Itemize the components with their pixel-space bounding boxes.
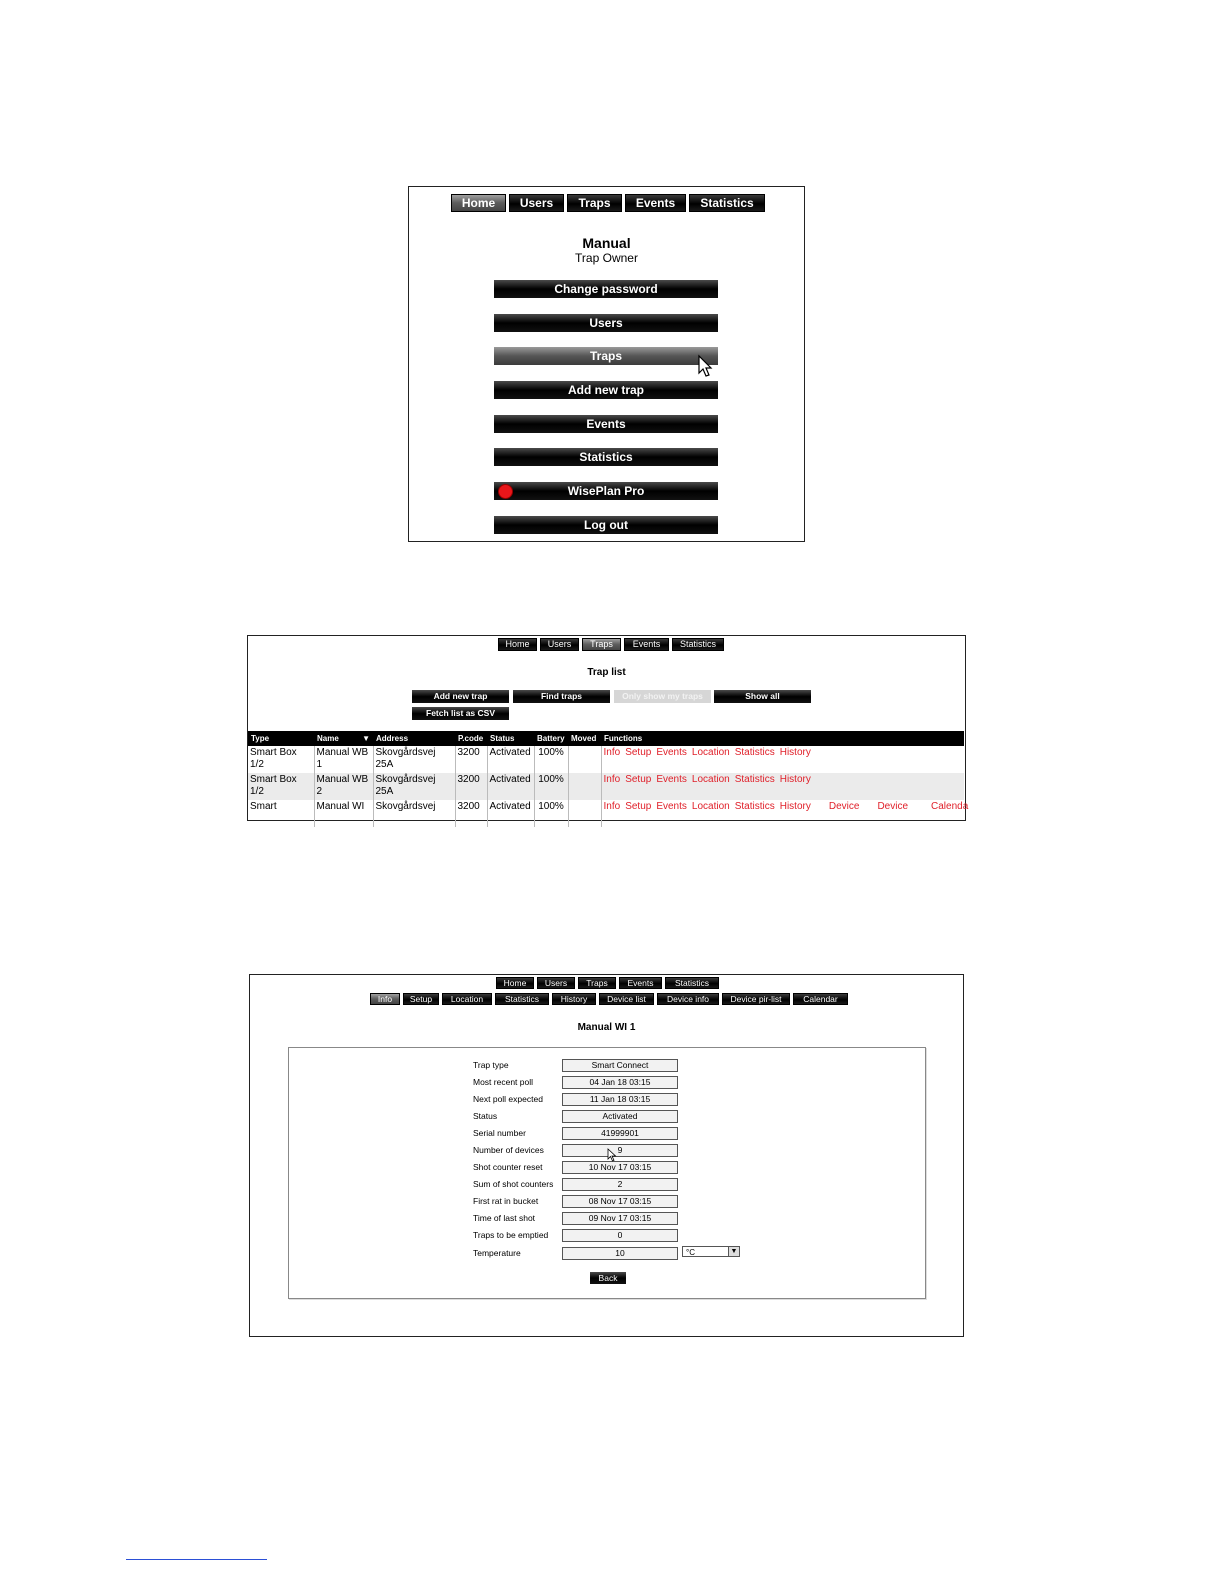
chevron-down-icon: ▼ — [728, 1247, 739, 1256]
home-screenshot — [408, 186, 805, 542]
tab-users[interactable]: Users — [509, 194, 564, 212]
trap-info-screenshot — [249, 974, 964, 1337]
tab-traps[interactable]: Traps — [578, 977, 616, 989]
location-link[interactable]: Location — [691, 774, 730, 785]
cell-moved — [568, 746, 601, 773]
only-show-my-traps-button[interactable]: Only show my traps — [614, 690, 711, 703]
field-shot-counter-reset — [473, 1161, 773, 1174]
field-time-of-last-shot — [473, 1212, 773, 1225]
history-link[interactable]: History — [779, 801, 811, 812]
add-new-trap-button[interactable]: Add new trap — [412, 690, 509, 703]
trap-table — [248, 731, 969, 827]
trap-list-screenshot — [247, 635, 969, 821]
sort-down-icon[interactable]: ▼ — [362, 734, 370, 743]
setup-link[interactable]: Setup — [625, 801, 652, 812]
subtab-device-list[interactable]: Device list — [599, 993, 654, 1005]
cell-moved — [568, 773, 601, 800]
top-nav — [496, 977, 719, 989]
col-functions: Functions — [601, 731, 964, 746]
cell-pcode: 3200 — [455, 800, 487, 827]
change-password-button[interactable]: Change password — [494, 280, 718, 298]
statistics-link[interactable]: Statistics — [734, 801, 775, 812]
field-label: Serial number — [473, 1128, 526, 1138]
show-all-button[interactable]: Show all — [714, 690, 811, 703]
cell-name: Manual WI — [314, 800, 373, 827]
events-link[interactable]: Events — [656, 801, 687, 812]
find-traps-button[interactable]: Find traps — [513, 690, 610, 703]
field-label: Traps to be emptied — [473, 1230, 549, 1240]
field-trap-type — [473, 1059, 773, 1072]
subtab-device-info[interactable]: Device info — [657, 993, 719, 1005]
field-value: 0 — [562, 1229, 678, 1242]
field-value: 10 — [562, 1247, 678, 1260]
cell-functions — [601, 746, 964, 773]
setup-link[interactable]: Setup — [625, 747, 652, 758]
cell-pcode: 3200 — [455, 773, 487, 800]
statistics-link[interactable]: Statistics — [734, 747, 775, 758]
subtab-calendar[interactable]: Calendar — [793, 993, 848, 1005]
device-info-link[interactable]: Device — [877, 801, 909, 812]
table-row — [248, 800, 964, 827]
events-button[interactable]: Events — [494, 415, 718, 433]
tab-events[interactable]: Events — [625, 194, 686, 212]
cell-battery: 100% — [534, 746, 568, 773]
setup-link[interactable]: Setup — [625, 774, 652, 785]
table-row — [248, 773, 964, 800]
tab-users[interactable]: Users — [540, 638, 579, 651]
cell-status: Activated — [487, 773, 534, 800]
field-sum-of-shot-counters — [473, 1178, 773, 1191]
role-subtitle: Trap Owner — [575, 251, 638, 265]
col-pcode[interactable]: P.code — [455, 731, 487, 746]
col-name-label: Name — [317, 734, 339, 743]
cell-name: Manual WB 1 — [314, 746, 373, 773]
tab-statistics[interactable]: Statistics — [672, 638, 724, 651]
field-label: Temperature — [473, 1248, 521, 1258]
calendar-link[interactable]: Calenda — [931, 801, 969, 812]
footnote-separator — [126, 1559, 267, 1560]
cell-moved — [568, 800, 601, 827]
top-nav — [451, 194, 762, 212]
field-value: Activated — [562, 1110, 678, 1123]
tab-events[interactable]: Events — [624, 638, 669, 651]
wiseplan-pro-button[interactable] — [494, 482, 718, 500]
info-link[interactable]: Info — [603, 774, 621, 785]
top-nav — [498, 638, 724, 651]
cell-type: Smart — [250, 801, 277, 812]
wiseplan-pro-label: WisePlan Pro — [567, 484, 645, 498]
back-button[interactable]: Back — [590, 1272, 626, 1284]
field-value: 2 — [562, 1178, 678, 1191]
cell-pcode: 3200 — [455, 746, 487, 773]
page-title: Manual — [582, 235, 631, 251]
tab-home[interactable]: Home — [498, 638, 537, 651]
mouse-cursor-icon — [607, 1148, 617, 1162]
field-label: Number of devices — [473, 1145, 544, 1155]
field-number-of-devices — [473, 1144, 773, 1157]
cell-address: Skovgårdsvej — [373, 800, 455, 827]
statistics-button[interactable]: Statistics — [494, 448, 718, 466]
tab-traps[interactable]: Traps — [582, 638, 621, 651]
info-link[interactable]: Info — [603, 801, 621, 812]
cell-battery: 100% — [534, 800, 568, 827]
cell-address: Skovgårdsvej 25A — [373, 746, 455, 773]
fetch-csv-button[interactable]: Fetch list as CSV — [412, 707, 509, 720]
cell-status: Activated — [487, 800, 534, 827]
tab-events[interactable]: Events — [619, 977, 662, 989]
cell-functions — [601, 773, 964, 800]
field-label: Shot counter reset — [473, 1162, 543, 1172]
tab-home[interactable]: Home — [496, 977, 534, 989]
history-link[interactable]: History — [779, 774, 811, 785]
temperature-unit-select[interactable] — [682, 1246, 740, 1257]
field-value: Smart Connect — [562, 1059, 678, 1072]
field-value: 04 Jan 18 03:15 — [562, 1076, 678, 1089]
tab-statistics[interactable]: Statistics — [689, 194, 765, 212]
table-row — [248, 746, 964, 773]
info-link[interactable]: Info — [603, 747, 621, 758]
col-moved[interactable]: Moved — [568, 731, 601, 746]
sub-nav — [370, 993, 848, 1005]
add-new-trap-button[interactable]: Add new trap — [494, 381, 718, 399]
events-link[interactable]: Events — [656, 774, 687, 785]
field-value: 41999901 — [562, 1127, 678, 1140]
subtab-statistics[interactable]: Statistics — [495, 993, 549, 1005]
tab-users[interactable]: Users — [537, 977, 575, 989]
cell-type: Smart Box 1/2 — [248, 773, 314, 800]
statistics-link[interactable]: Statistics — [734, 774, 775, 785]
field-value: 11 Jan 18 03:15 — [562, 1093, 678, 1106]
subtab-location[interactable]: Location — [442, 993, 492, 1005]
field-serial-number — [473, 1127, 773, 1140]
table-header — [248, 731, 964, 746]
col-address[interactable]: Address — [373, 731, 455, 746]
traps-button[interactable]: Traps — [494, 347, 718, 365]
field-label: Sum of shot counters — [473, 1179, 554, 1189]
cell-functions — [601, 800, 969, 827]
tab-traps[interactable]: Traps — [567, 194, 622, 212]
red-dot-icon — [498, 484, 513, 499]
subtab-setup[interactable]: Setup — [403, 993, 439, 1005]
col-type[interactable]: Type — [248, 731, 314, 746]
tab-statistics[interactable]: Statistics — [665, 977, 719, 989]
info-form — [288, 1047, 926, 1299]
col-name[interactable] — [314, 731, 373, 746]
field-status — [473, 1110, 773, 1123]
field-next-poll — [473, 1093, 773, 1106]
field-value: 9 — [562, 1144, 678, 1157]
field-label: Status — [473, 1111, 498, 1121]
log-out-button[interactable]: Log out — [494, 516, 718, 534]
subtab-device-pir-list[interactable]: Device pir-list — [722, 993, 790, 1005]
events-link[interactable]: Events — [656, 747, 687, 758]
field-most-recent-poll — [473, 1076, 773, 1089]
field-label: Trap type — [473, 1060, 509, 1070]
cell-type: Smart Box 1/2 — [250, 747, 297, 770]
field-label: Next poll expected — [473, 1094, 543, 1104]
tab-home[interactable]: Home — [451, 194, 506, 212]
field-label: Most recent poll — [473, 1077, 533, 1087]
cell-battery: 100% — [534, 773, 568, 800]
history-link[interactable]: History — [779, 747, 811, 758]
subtab-info[interactable]: Info — [370, 993, 400, 1005]
field-label: Time of last shot — [473, 1213, 536, 1223]
page-title: Manual WI 1 — [577, 1022, 636, 1033]
field-first-rat-in-bucket — [473, 1195, 773, 1208]
field-traps-to-be-emptied — [473, 1229, 773, 1242]
cell-status: Activated — [487, 746, 534, 773]
location-link[interactable]: Location — [691, 801, 730, 812]
page-title: Trap list — [587, 667, 626, 678]
cell-name: Manual WB 2 — [314, 773, 373, 800]
temperature-unit-value: °C — [686, 1248, 695, 1257]
users-button[interactable]: Users — [494, 314, 718, 332]
subtab-history[interactable]: History — [552, 993, 596, 1005]
field-value: 10 Nov 17 03:15 — [562, 1161, 678, 1174]
col-battery[interactable]: Battery — [534, 731, 568, 746]
cell-address: Skovgårdsvej 25A — [373, 773, 455, 800]
field-value: 09 Nov 17 03:15 — [562, 1212, 678, 1225]
field-value: 08 Nov 17 03:15 — [562, 1195, 678, 1208]
col-status[interactable]: Status — [487, 731, 534, 746]
device-list-link[interactable]: Device — [828, 801, 860, 812]
field-label: First rat in bucket — [473, 1196, 539, 1206]
mouse-cursor-icon — [698, 355, 714, 379]
location-link[interactable]: Location — [691, 747, 730, 758]
